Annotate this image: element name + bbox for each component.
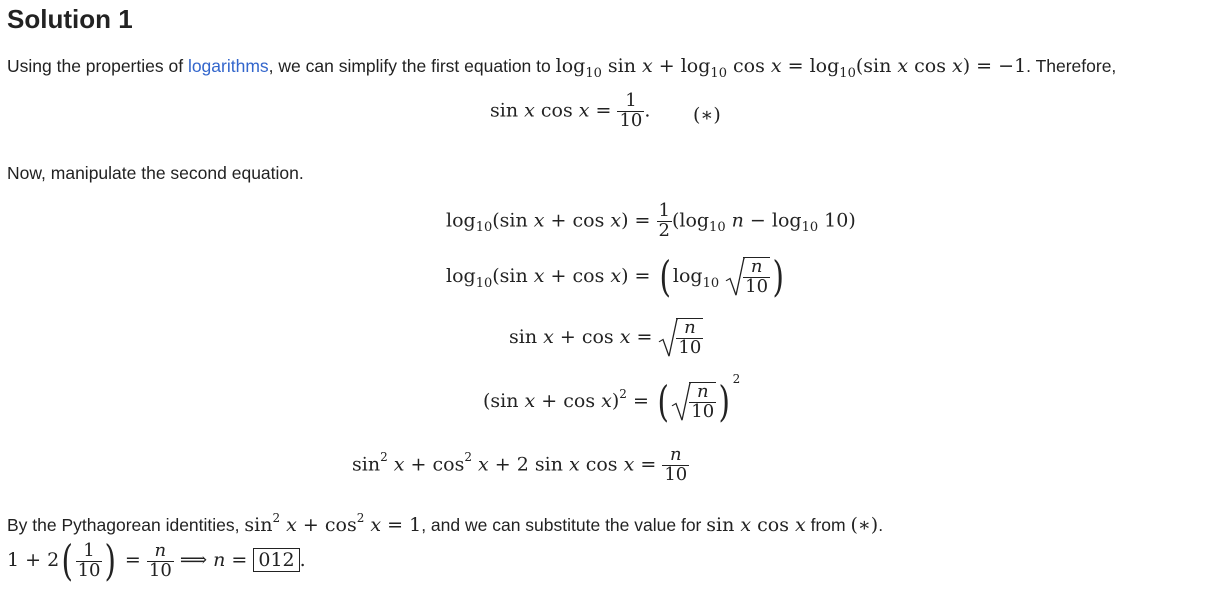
pythagorean-identity-math: $\sin^2 x + \cos^2 x = 1$ [244,511,422,536]
first-equation-math: $\log_{10} \sin x + \log_{10} \cos x = \log_{10}(\sin$ x cos x) = −1 [555,55,1027,81]
pyth-text-1: By the Pythagorean identities, [7,515,245,535]
aligned-eq-4: (sin x + cos x)$^2$ = ( $\frac{n}{10}$ ) $^2$ [483,372,741,426]
paragraph-pythagorean [7,511,884,536]
product-expression-math: sin x cos x [706,514,806,536]
aligned-eq-2: $\log_{10}(\sin$ x + cos x) = ( $\log_{10}$ $\frac{n}{10}$ ) [446,252,785,301]
star-reference: (∗) [850,514,879,536]
page-title: Solution 1 [7,4,133,34]
aligned-eq-5: $\sin^2 x + \cos^2 x + 2$ sin x cos x = $\frac{n}{10}$ [352,444,688,485]
product-equation: sin x cos x = $\frac{1}{10}$ . [490,90,651,131]
answer-box: 012 [253,548,299,572]
paragraph-manipulate: Now, manipulate the second equation. [7,163,304,183]
pyth-text-4: . [878,515,884,535]
paragraph-intro [7,55,1117,81]
aligned-eq-1: $\log_{10}(\sin$ x + cos x) = $\frac{1}{2}$ ($\log_{10}$ $n - \log_{10} 10$) [446,200,856,241]
aligned-eq-3: sin x + cos x = $\frac{n}{10}$ [509,317,702,358]
final-equation: 1 + 2( $\frac{1}{10}$ ) = $\frac{n}{10}$ ⟹ n = 012 . [7,536,306,585]
intro-text-end: . Therefore, [1026,56,1117,76]
intro-text: Using the properties of [7,56,188,76]
logarithms-link[interactable]: logarithms [187,56,269,76]
pyth-text-2: , and we can substitute the value for [421,515,707,535]
final-period: . [299,549,306,571]
intro-text-cont: , we can simplify the first equation to [268,56,556,76]
pyth-text-3: from [805,515,851,535]
star-label: (∗) [693,104,721,126]
